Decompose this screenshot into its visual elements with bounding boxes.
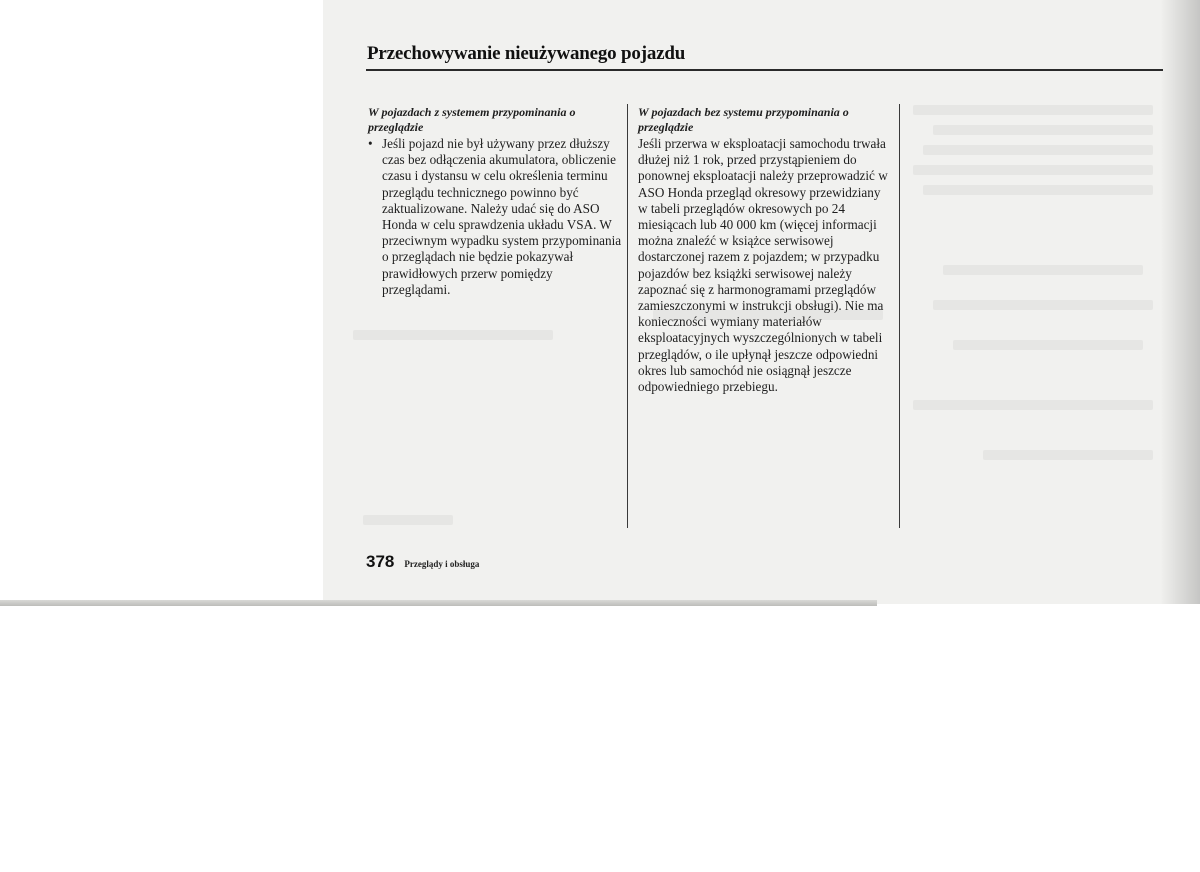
title-rule bbox=[366, 69, 1163, 71]
column-divider bbox=[899, 104, 900, 528]
column-divider bbox=[627, 104, 628, 528]
bleed-through bbox=[923, 145, 1153, 155]
scan-edge bbox=[0, 600, 877, 606]
column-with-reminder bbox=[368, 105, 624, 298]
bullet-icon: • bbox=[368, 136, 373, 151]
bleed-through bbox=[923, 185, 1153, 195]
column-heading: W pojazdach bez systemu przypominania o przeglądzie bbox=[638, 105, 849, 134]
bleed-through bbox=[933, 300, 1153, 310]
column-heading: W pojazdach z systemem przypominania o przeglądzie bbox=[368, 105, 576, 134]
column-without-reminder bbox=[638, 105, 892, 395]
bleed-through bbox=[953, 340, 1143, 350]
page-fold-shadow bbox=[1160, 0, 1200, 604]
bleed-through bbox=[363, 515, 453, 525]
bullet-text: Jeśli pojazd nie był używany przez dłuższy czas bez odłączenia akumulatora, obliczenie czasu i dystansu w celu określenia terminu przeglądu technicznego powinno być zaktualizowane. Należy udać się do ASO Honda w celu sprawdzenia układu VSA. W przeciwnym wypadku system przypominania o przeglądach nie będzie pokazywał prawidłowych przerw pomiędzy przeglądami. bbox=[382, 136, 622, 297]
section-name: Przeglądy i obsługa bbox=[404, 559, 480, 569]
bleed-through bbox=[933, 125, 1153, 135]
bleed-through bbox=[943, 265, 1143, 275]
bleed-through bbox=[913, 165, 1153, 175]
bleed-through bbox=[913, 105, 1153, 115]
paragraph: Jeśli przerwa w eksploatacji samochodu trwała dłużej niż 1 rok, przed przystąpieniem do ponownej eksploatacji należy przeprowadzić w ASO Honda przegląd okresowy przewidziany w tabeli przeglądów okresowych po 24 miesiącach lub 40 000 km (więcej informacji można znaleźć w książce serwisowej dostarczonej razem z pojazdem; w przypadku pojazdów bez książki serwisowej należy zapoznać się z harmonogramami przeglądów zamieszczonymi w instrukcji obsługi). Nie ma konieczności wymiany materiałów eksploatacyjnych wyszczególnionych w tabeli przeglądów, o ile upłynął jeszcze odpowiedni okres lub samochód nie osiągnął jeszcze odpowiedniego przebiegu. bbox=[638, 136, 888, 395]
page-footer bbox=[366, 552, 479, 572]
bleed-through bbox=[983, 450, 1153, 460]
bleed-through bbox=[353, 330, 553, 340]
bleed-through bbox=[913, 400, 1153, 410]
page-title: Przechowywanie nieużywanego pojazdu bbox=[367, 43, 686, 64]
page-number: 378 bbox=[366, 552, 395, 571]
bullet-item bbox=[368, 136, 624, 298]
